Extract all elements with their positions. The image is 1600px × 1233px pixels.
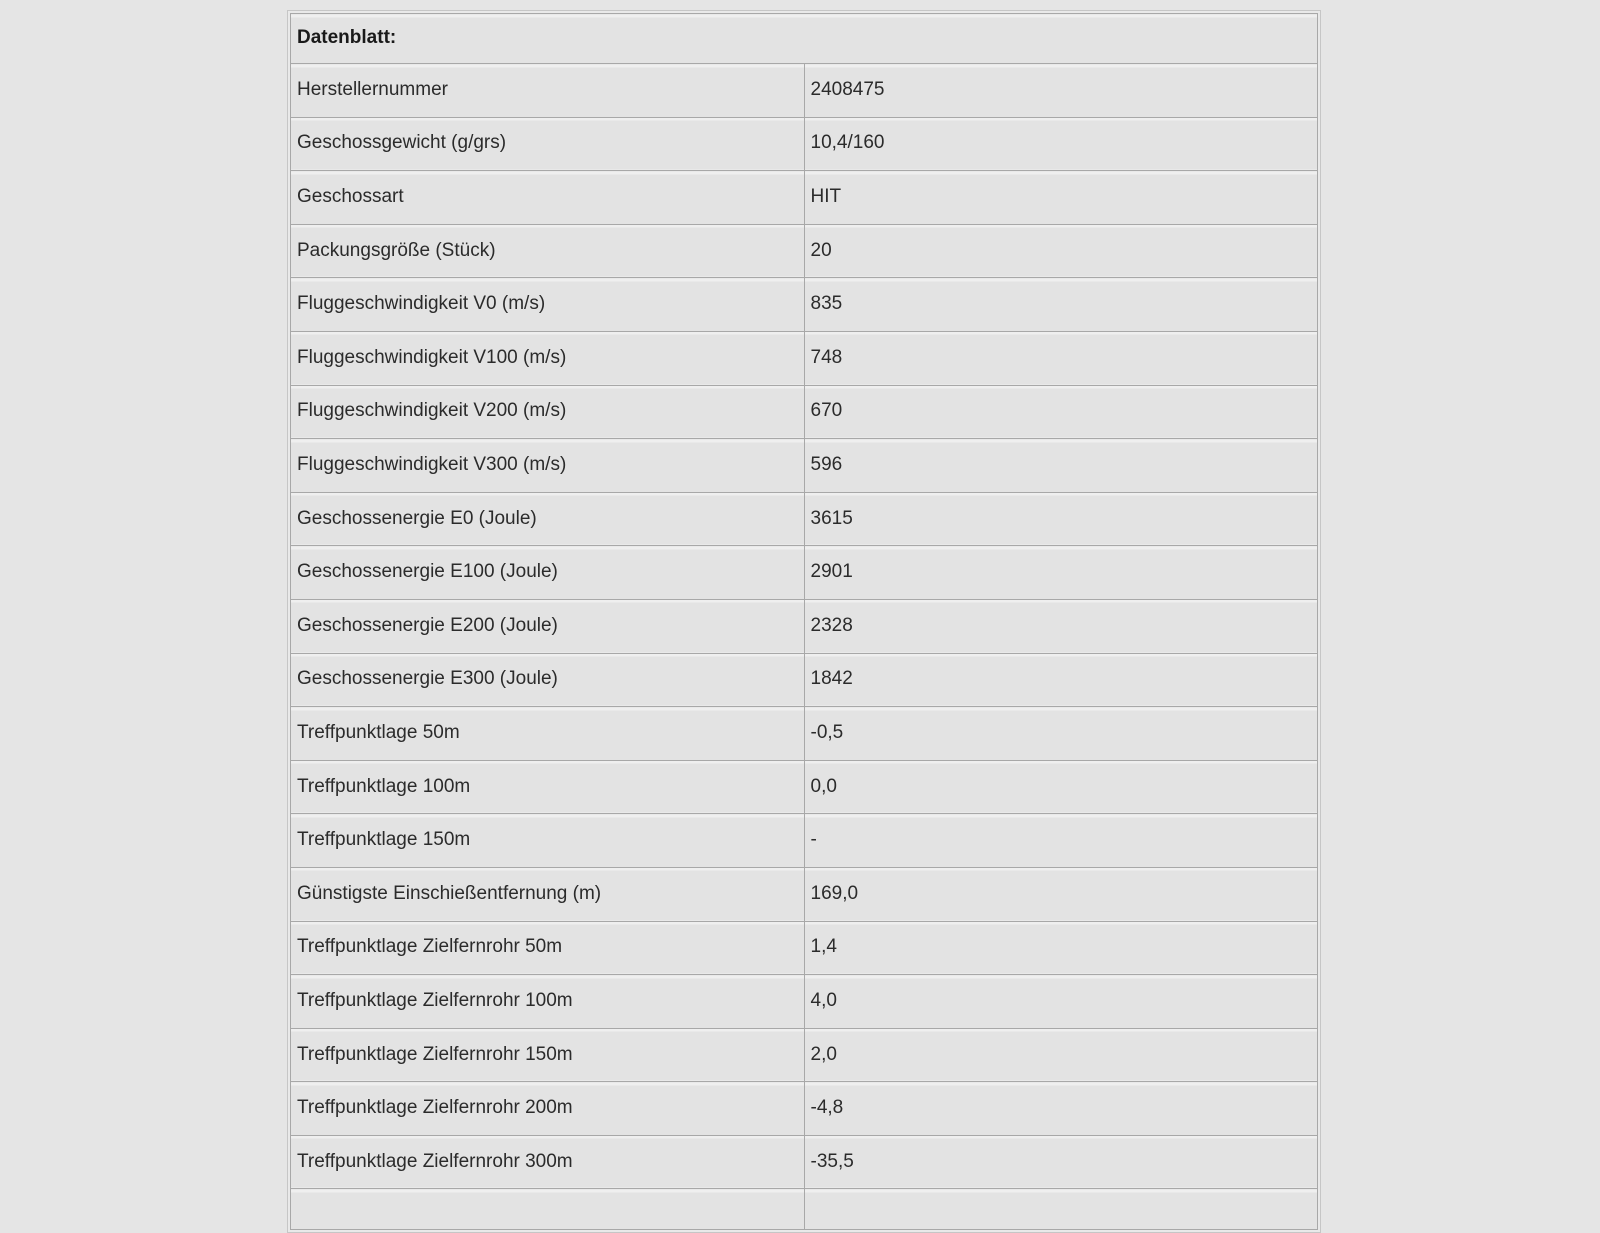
table-row [291,599,1318,653]
row-label: Treffpunktlage Zielfernrohr 150m [291,1028,805,1082]
row-value: -0,5 [804,707,1318,761]
table-row [291,171,1318,225]
row-value: 2328 [804,599,1318,653]
row-label: Fluggeschwindigkeit V0 (m/s) [291,278,805,332]
row-label: Treffpunktlage Zielfernrohr 50m [291,921,805,975]
row-label [291,1189,805,1230]
table-row [291,117,1318,171]
row-label: Treffpunktlage Zielfernrohr 100m [291,975,805,1029]
table-row [291,1135,1318,1189]
table-row [291,64,1318,118]
datasheet-title: Datenblatt: [291,14,1318,64]
row-value: HIT [804,171,1318,225]
row-value: 670 [804,385,1318,439]
row-label: Treffpunktlage 50m [291,707,805,761]
row-label: Treffpunktlage Zielfernrohr 200m [291,1082,805,1136]
table-row [291,224,1318,278]
row-label: Treffpunktlage Zielfernrohr 300m [291,1135,805,1189]
row-label: Treffpunktlage 150m [291,814,805,868]
row-value: - [804,814,1318,868]
row-value: 10,4/160 [804,117,1318,171]
table-row-partial [291,1189,1318,1230]
table-row [291,867,1318,921]
datasheet-title-row [291,14,1318,64]
table-row [291,439,1318,493]
row-value: 0,0 [804,760,1318,814]
row-label: Geschossgewicht (g/grs) [291,117,805,171]
row-label: Geschossenergie E200 (Joule) [291,599,805,653]
row-label: Geschossart [291,171,805,225]
table-row [291,385,1318,439]
row-value: 20 [804,224,1318,278]
table-row [291,278,1318,332]
row-value: 2,0 [804,1028,1318,1082]
table-row [291,921,1318,975]
row-value: 169,0 [804,867,1318,921]
row-label: Geschossenergie E100 (Joule) [291,546,805,600]
table-row [291,492,1318,546]
row-label: Fluggeschwindigkeit V300 (m/s) [291,439,805,493]
datasheet-table [290,13,1318,1230]
table-row [291,707,1318,761]
row-value: 3615 [804,492,1318,546]
datasheet [287,10,1321,1233]
row-value: 1842 [804,653,1318,707]
table-row [291,653,1318,707]
row-value: 2901 [804,546,1318,600]
row-value: 2408475 [804,64,1318,118]
table-row [291,1082,1318,1136]
row-label: Günstigste Einschießentfernung (m) [291,867,805,921]
row-value: -35,5 [804,1135,1318,1189]
row-label: Herstellernummer [291,64,805,118]
row-value: 748 [804,331,1318,385]
row-value: -4,8 [804,1082,1318,1136]
row-value: 4,0 [804,975,1318,1029]
row-label: Geschossenergie E300 (Joule) [291,653,805,707]
table-row [291,1028,1318,1082]
row-label: Treffpunktlage 100m [291,760,805,814]
table-row [291,975,1318,1029]
row-value [804,1189,1318,1230]
table-row [291,546,1318,600]
row-value: 1,4 [804,921,1318,975]
table-row [291,331,1318,385]
row-label: Packungsgröße (Stück) [291,224,805,278]
table-row [291,814,1318,868]
row-value: 835 [804,278,1318,332]
row-label: Geschossenergie E0 (Joule) [291,492,805,546]
row-label: Fluggeschwindigkeit V100 (m/s) [291,331,805,385]
row-label: Fluggeschwindigkeit V200 (m/s) [291,385,805,439]
table-row [291,760,1318,814]
row-value: 596 [804,439,1318,493]
